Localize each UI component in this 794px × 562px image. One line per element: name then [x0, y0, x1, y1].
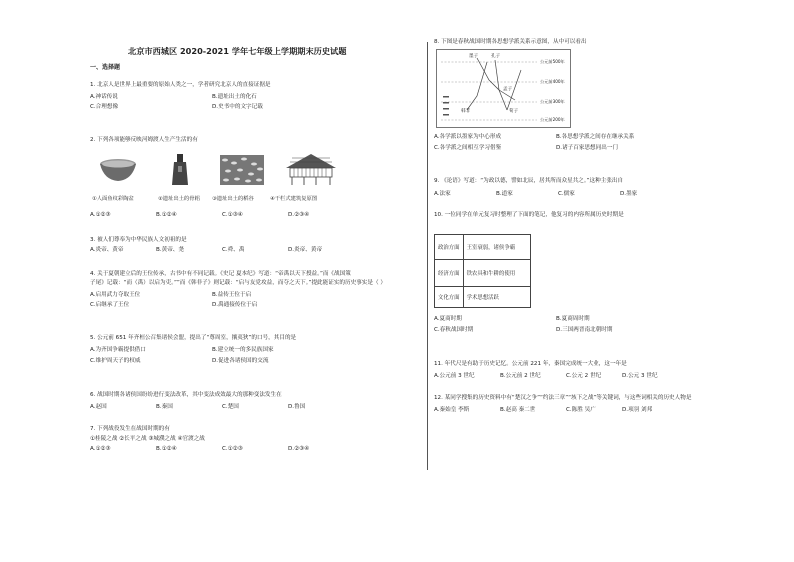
question-4-line-2: 子尾》记载：“而（禹）以启为吏。””而《韩非子》则记载：“启与友党攻益，而夺之天下。”提此能证实的历史事实是（ ） — [90, 280, 386, 286]
question-9-stem: 9. 《论语》写道：“为政以德，譬如北辰，居其所而众星共之。”这种主张出自 — [434, 178, 624, 184]
option-c: C.①②③ — [222, 446, 243, 452]
question-4-line-1: 4. 关于夏朝建立后的王位传承，古书中有不同记载。《史记 夏本纪》写道：“帝禹以天下授益。”而《战国策 — [90, 271, 351, 277]
option-b: B.建立统一的多民族国家 — [212, 347, 274, 353]
option-d: D.项羽 刘邦 — [622, 407, 653, 413]
table-row — [435, 260, 531, 287]
option-b: B.①②④ — [156, 446, 177, 452]
question-1-stem: 1. 北京人是世界上最重要的原始人类之一，学者研究北京人的直接证据是 — [90, 82, 271, 88]
question-12-stem: 12. 某同学搜集的历史资料中有“楚汉之争”“约法三章”“垓下之战”等关键词，与这些词相关的历史人物是 — [434, 395, 692, 401]
option-c: C.儒家 — [558, 191, 575, 197]
bone-spade-image — [168, 152, 192, 188]
option-c: C.①③④ — [222, 212, 243, 218]
diagram-label: 孔子 — [491, 54, 501, 59]
option-c: C.春秋战国时期 — [434, 327, 474, 333]
option-c: C.各学派之间相互学习借鉴 — [434, 145, 502, 151]
option-a: A.公元前 3 世纪 — [434, 373, 475, 379]
option-b: B.遗址出土的化石 — [212, 94, 257, 100]
option-d: D.②③④ — [288, 446, 310, 452]
caption-2: ②遗址出土的骨耜 — [158, 196, 200, 202]
option-d: D.促进各诸侯国的交流 — [212, 358, 269, 364]
option-b: B.公元前 2 世纪 — [500, 373, 541, 379]
caption-4: ④干栏式建筑复原图 — [270, 196, 318, 202]
option-d: D.禹通接传位于启 — [212, 302, 258, 308]
option-a: A.夏商时期 — [434, 316, 462, 322]
option-a: A.各学派以墨家为中心形成 — [434, 134, 502, 140]
table-cell: 经济方面 — [435, 260, 464, 287]
axis-label: 公元前200年 — [540, 117, 565, 122]
option-c: C.合理想像 — [90, 104, 119, 110]
caption-1: ①人面鱼纹彩陶盆 — [92, 196, 134, 202]
axis-label: 公元前500年 — [540, 59, 565, 64]
table-cell: 王室衰弱，诸侯争霸 — [463, 235, 530, 260]
pottery-basin-image — [98, 156, 138, 186]
question-2-stem: 2. 下列各项能够反映河姆渡人生产生活的有 — [90, 137, 198, 143]
option-a: A.①②③ — [90, 212, 111, 218]
diagram-label: 韩非 — [461, 109, 471, 114]
option-d: D.诸子百家思想同出一门 — [556, 145, 619, 151]
diagram-label: 墨子 — [469, 54, 479, 59]
option-a: A.赵国 — [90, 404, 107, 410]
section-heading: 一、选择题 — [90, 64, 121, 71]
option-a: A.神话传说 — [90, 94, 118, 100]
option-b: B.黄帝、尧 — [156, 247, 184, 253]
option-b: B.夏商周时期 — [556, 316, 590, 322]
option-d: D.②③④ — [288, 212, 310, 218]
option-c: C.陈胜 吴广 — [566, 407, 596, 413]
diagram-label: 荀子 — [509, 109, 519, 114]
option-c: C.楚国 — [222, 404, 239, 410]
option-d: D.史书中的文字记载 — [212, 104, 263, 110]
option-a: A.①②③ — [90, 446, 111, 452]
rice-grain-image — [220, 155, 264, 185]
column-divider — [427, 42, 428, 470]
axis-label: 公元前400年 — [540, 79, 565, 84]
question-7-items: ①桂陵之战 ②长平之战 ③城濮之战 ④官渡之战 — [90, 436, 205, 442]
axis-label: 公元前300年 — [540, 99, 565, 104]
question-8-stem: 8. 下图是春秋战国时期各思想学派关系示意图，从中可以看出 — [434, 39, 587, 45]
question-11-stem: 11. 年代尺是有助于历史记忆。公元前 221 年，秦国完成统一大业，这一年是 — [434, 361, 627, 367]
option-b: B.道家 — [496, 191, 513, 197]
table-row — [435, 235, 531, 260]
option-b: B.益传王位于启 — [212, 292, 252, 298]
table-cell: 政治方面 — [435, 235, 464, 260]
question-5-stem: 5. 公元前 651 年齐桓公召集诸侯会盟，提出了“尊周室，攘夷狄”的口号，其目的是 — [90, 335, 297, 341]
page-title: 北京市西城区 2020-2021 学年七年级上学期期末历史试题 — [128, 46, 347, 56]
option-c: C.公元 2 世纪 — [566, 373, 602, 379]
option-d: D.三国两晋南北朝时期 — [556, 327, 613, 333]
option-d: D.墨家 — [620, 191, 638, 197]
question-6-stem: 6. 战国时期各诸侯国纷纷进行变法改革，其中变法成效最大的那种变法发生在 — [90, 392, 282, 398]
option-b: B.各思想学派之间存在继承关系 — [556, 134, 635, 140]
option-b: B.①②④ — [156, 212, 177, 218]
option-a: A.法家 — [434, 191, 451, 197]
option-a: A.秦始皇 李斯 — [434, 407, 470, 413]
schools-relationship-diagram — [436, 49, 571, 128]
option-d: D.公元 3 世纪 — [622, 373, 658, 379]
notes-table — [434, 234, 531, 308]
caption-3: ③遗址出土的稻谷 — [212, 196, 254, 202]
question-7-stem: 7. 下列战役发生在战国时期的有 — [90, 426, 170, 432]
question-10-stem: 10. 一位同学在单元复习时整理了下面的笔记，他复习的内容所属历史时期是 — [434, 212, 624, 218]
option-c: C.启继承了王位 — [90, 302, 130, 308]
diagram-label: 孟子 — [503, 87, 513, 92]
option-b: B.秦国 — [156, 404, 173, 410]
table-cell: 铁农具和牛耕的使用 — [463, 260, 530, 287]
table-cell: 学术思想活跃 — [463, 287, 530, 308]
table-row — [435, 287, 531, 308]
option-a: A.为齐国争霸提供借口 — [90, 347, 146, 353]
table-cell: 文化方面 — [435, 287, 464, 308]
option-d: D.鲁国 — [288, 404, 306, 410]
option-d: D.炎帝、黄帝 — [288, 247, 323, 253]
option-a: A.启用武力夺取王位 — [90, 292, 141, 298]
option-a: A.炎帝、黄帝 — [90, 247, 124, 253]
option-c: C.维护周天子的权威 — [90, 358, 141, 364]
option-c: C.舜、禹 — [222, 247, 245, 253]
stilt-house-image — [282, 152, 340, 186]
question-3-stem: 3. 被人们尊奉为中华民族人文初祖的是 — [90, 237, 187, 243]
option-b: B.赵高 秦二世 — [500, 407, 536, 413]
